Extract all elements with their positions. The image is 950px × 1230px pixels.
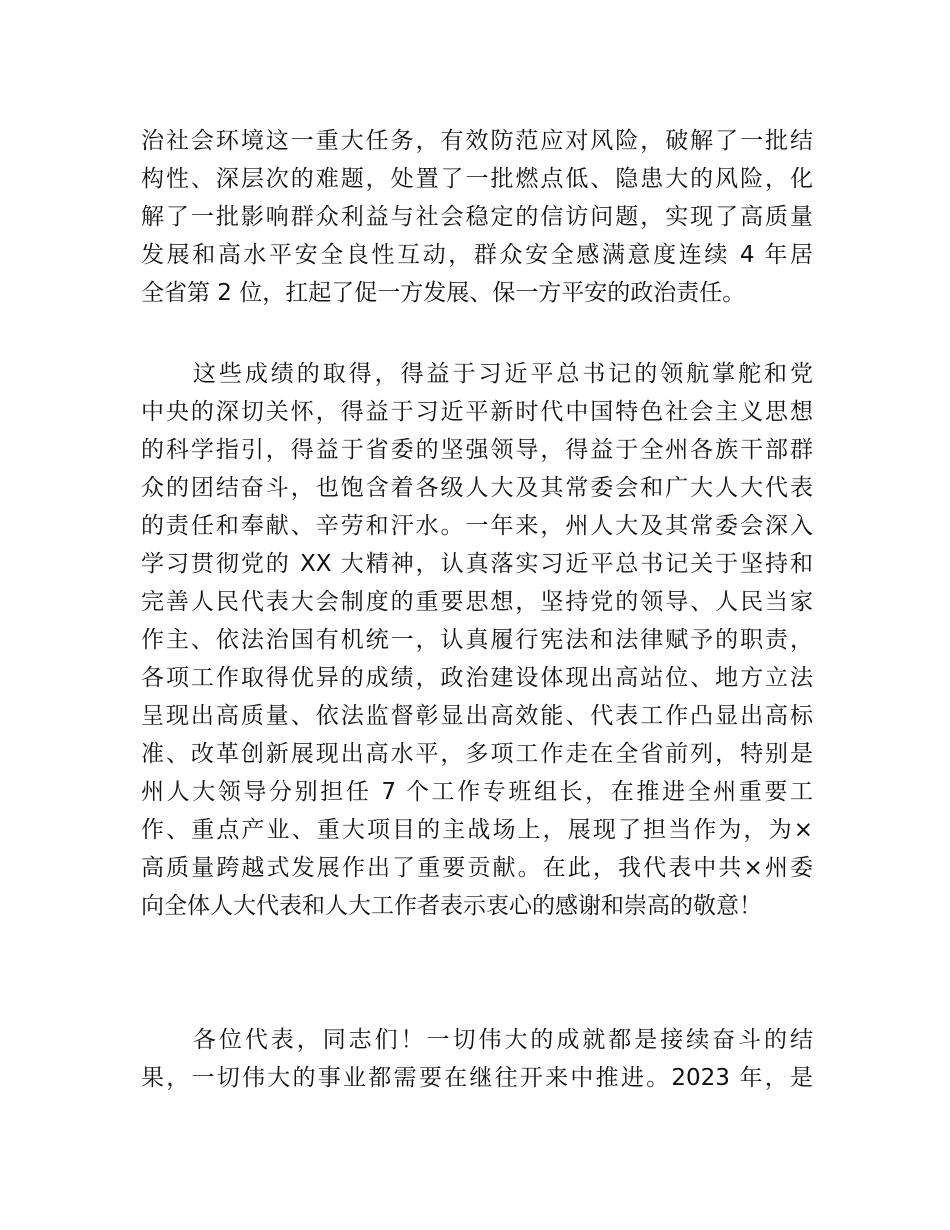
text-line: 高质量跨越式发展作出了重要贡献。在此，我代表中共×州委 <box>141 855 813 881</box>
text-line: 准、改革创新展现出高水平，多项工作走在全省前列，特别是 <box>141 741 813 767</box>
text-line: 的科学指引，得益于省委的坚强领导，得益于全州各族干部群 <box>141 437 813 463</box>
text-line: 果，一切伟大的事业都需要在继往开来中推进。2023 年，是 <box>141 1065 813 1091</box>
text-line: 解了一批影响群众利益与社会稳定的信访问题，实现了高质量 <box>141 204 813 230</box>
paragraph-2 <box>141 355 813 925</box>
paragraph-1 <box>141 122 813 312</box>
text-line: 学习贯彻党的 XX 大精神，认真落实习近平总书记关于坚持和 <box>141 551 813 577</box>
text-line: 构性、深层次的难题，处置了一批燃点低、隐患大的风险，化 <box>141 166 813 192</box>
text-line: 作、重点产业、重大项目的主战场上，展现了担当作为，为× <box>141 817 813 843</box>
text-line: 全省第 2 位，扛起了促一方发展、保一方平安的政治责任。 <box>141 280 746 306</box>
text-line: 州人大领导分别担任 7 个工作专班组长，在推进全州重要工 <box>141 779 813 805</box>
text-line: 的责任和奉献、辛劳和汗水。一年来，州人大及其常委会深入 <box>141 513 813 539</box>
text-line: 呈现出高质量、依法监督彰显出高效能、代表工作凸显出高标 <box>141 703 813 729</box>
text-line: 这些成绩的取得，得益于习近平总书记的领航掌舵和党 <box>141 361 813 387</box>
text-line: 各位代表，同志们！一切伟大的成就都是接续奋斗的结 <box>141 1027 813 1053</box>
paragraph-3 <box>141 1021 813 1097</box>
text-line: 向全体人大代表和人大工作者表示衷心的感谢和崇高的敬意！ <box>141 893 762 919</box>
text-line: 各项工作取得优异的成绩，政治建设体现出高站位、地方立法 <box>141 665 813 691</box>
text-line: 发展和高水平安全良性互动，群众安全感满意度连续 4 年居 <box>141 242 813 268</box>
text-line: 治社会环境这一重大任务，有效防范应对风险，破解了一批结 <box>141 128 813 154</box>
text-line: 众的团结奋斗，也饱含着各级人大及其常委会和广大人大代表 <box>141 475 813 501</box>
text-line: 中央的深切关怀，得益于习近平新时代中国特色社会主义思想 <box>141 399 813 425</box>
text-line: 作主、依法治国有机统一，认真履行宪法和法律赋予的职责， <box>141 627 813 653</box>
text-line: 完善人民代表大会制度的重要思想，坚持党的领导、人民当家 <box>141 589 813 615</box>
